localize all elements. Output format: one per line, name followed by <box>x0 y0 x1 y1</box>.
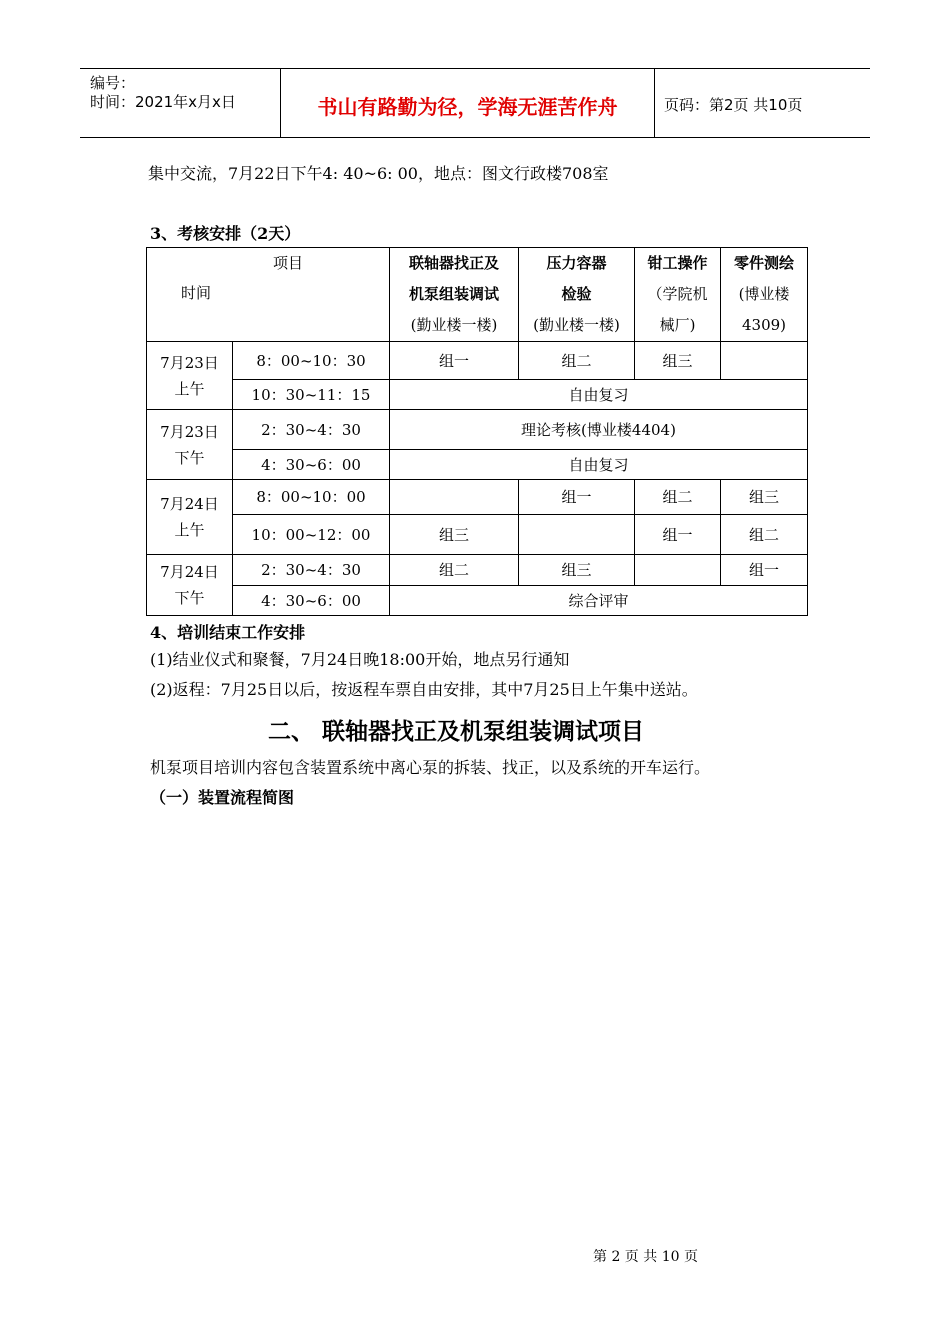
document-header <box>80 68 870 138</box>
span-cell: 理论考核(博业楼4404) <box>390 410 808 450</box>
page-footer: 第 2 页 共 10 页 <box>593 1249 698 1265</box>
group-cell: 组二 <box>519 342 635 380</box>
time-cell: 2：30~4：30 <box>233 410 390 450</box>
table-row <box>147 380 808 410</box>
corner-bottom-label: 时间 <box>181 284 212 302</box>
section4-item-1: (1)结业仪式和聚餐，7月24日晚18:00开始，地点另行通知 <box>150 650 570 669</box>
day-cell: 7月24日 下午 <box>147 555 233 616</box>
sub-heading: （一）装置流程简图 <box>150 788 295 807</box>
intro-line: 集中交流，7月22日下午4: 40~6: 00，地点：图文行政楼708室 <box>148 164 609 183</box>
time-cell: 10：30~11：15 <box>233 380 390 410</box>
column-header: 零件测绘 (博业楼 4309) <box>721 248 808 342</box>
table-row <box>147 586 808 616</box>
day-cell: 7月24日 上午 <box>147 480 233 555</box>
group-cell: 组三 <box>635 342 721 380</box>
time-cell: 4：30~6：00 <box>233 586 390 616</box>
header-motto-cell <box>280 69 655 137</box>
group-cell: 组二 <box>390 555 519 586</box>
span-cell: 自由复习 <box>390 450 808 480</box>
time-cell: 8：00~10：30 <box>233 342 390 380</box>
table-row <box>147 342 808 380</box>
chapter-paragraph: 机泵项目培训内容包含装置系统中离心泵的拆装、找正，以及系统的开车运行。 <box>150 758 711 777</box>
table-row <box>147 450 808 480</box>
group-cell: 组一 <box>390 342 519 380</box>
table-header-row <box>147 248 808 342</box>
time-cell: 10：00~12：00 <box>233 515 390 555</box>
section3-heading: 3、考核安排（2天） <box>150 224 301 243</box>
motto: 书山有路勤为径，学海无涯苦作舟 <box>317 95 618 119</box>
page-code: 页码：第2页 共10页 <box>664 96 803 114</box>
header-meta <box>80 69 280 137</box>
table-row <box>147 480 808 515</box>
group-cell: 组一 <box>519 480 635 515</box>
corner-cell <box>147 248 390 342</box>
chapter-title: 二、 联轴器找正及机泵组装调试项目 <box>268 718 645 745</box>
column-header: 联轴器找正及 机泵组装调试 (勤业楼一楼) <box>390 248 519 342</box>
schedule-table <box>146 247 808 616</box>
number-label: 编号： <box>90 74 136 92</box>
group-cell: 组三 <box>721 480 808 515</box>
group-cell: 组二 <box>635 480 721 515</box>
group-cell <box>519 515 635 555</box>
table-row <box>147 515 808 555</box>
group-cell <box>635 555 721 586</box>
group-cell: 组一 <box>635 515 721 555</box>
group-cell <box>721 342 808 380</box>
time-cell: 4：30~6：00 <box>233 450 390 480</box>
table-row <box>147 410 808 450</box>
day-cell: 7月23日 上午 <box>147 342 233 410</box>
group-cell <box>390 480 519 515</box>
section4-heading: 4、培训结束工作安排 <box>150 623 306 642</box>
header-page-cell <box>654 69 870 137</box>
time-cell: 8：00~10：00 <box>233 480 390 515</box>
group-cell: 组三 <box>519 555 635 586</box>
group-cell: 组二 <box>721 515 808 555</box>
day-cell: 7月23日 下午 <box>147 410 233 480</box>
span-cell: 自由复习 <box>390 380 808 410</box>
group-cell: 组三 <box>390 515 519 555</box>
column-header: 钳工操作 （学院机 械厂) <box>635 248 721 342</box>
section4-item-2: (2)返程：7月25日以后，按返程车票自由安排，其中7月25日上午集中送站。 <box>150 680 698 699</box>
corner-top-label: 项目 <box>273 254 304 272</box>
group-cell: 组一 <box>721 555 808 586</box>
time-label: 时间：2021年x月x日 <box>90 93 236 111</box>
table-row <box>147 555 808 586</box>
time-cell: 2：30~4：30 <box>233 555 390 586</box>
span-cell: 综合评审 <box>390 586 808 616</box>
column-header: 压力容器 检验 (勤业楼一楼) <box>519 248 635 342</box>
